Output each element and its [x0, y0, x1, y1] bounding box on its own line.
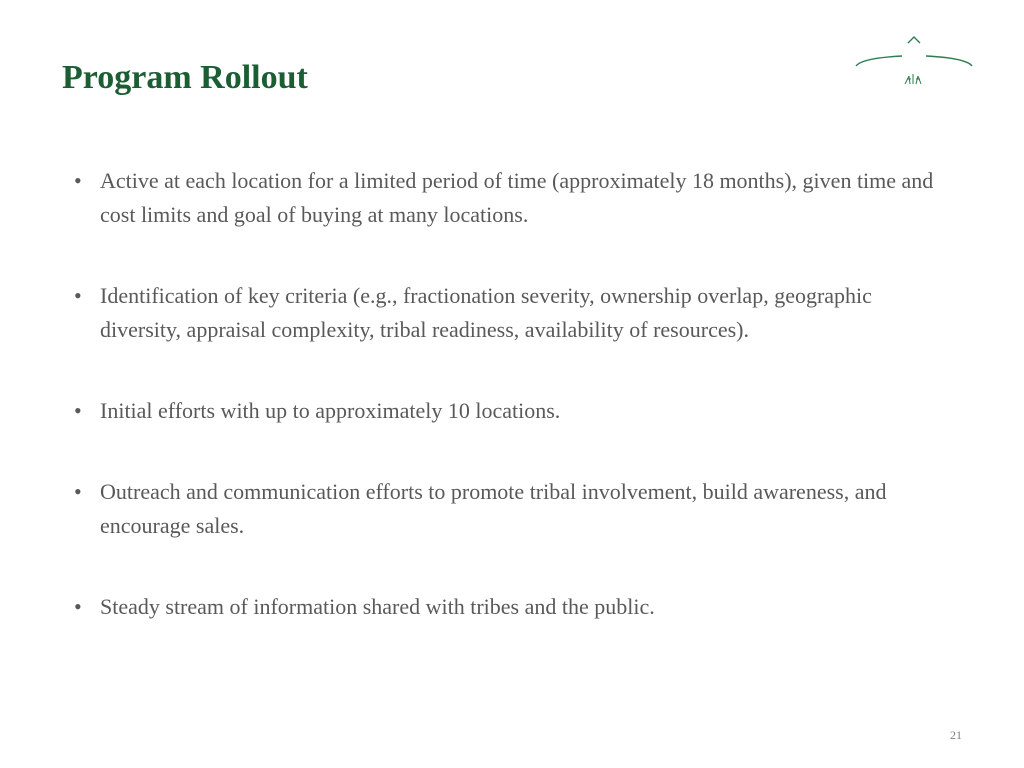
bullet-marker: • [74, 398, 82, 423]
slide-title: Program Rollout [62, 59, 308, 96]
bullet-item [74, 394, 954, 428]
bullet-item [74, 279, 954, 347]
bullet-marker: • [74, 283, 82, 308]
bullet-list [74, 164, 954, 671]
bullet-text: Outreach and communication efforts to promote tribal involvement, build awareness, and encourage sales. [100, 479, 887, 538]
page-number: 21 [950, 728, 962, 742]
bullet-marker: • [74, 479, 82, 504]
bullet-marker: • [74, 594, 82, 619]
bullet-text: Steady stream of information shared with tribes and the public. [100, 594, 655, 619]
bullet-marker: • [74, 168, 82, 193]
bullet-item [74, 590, 954, 624]
bullet-item [74, 164, 954, 232]
bullet-text: Identification of key criteria (e.g., fractionation severity, ownership overlap, geographic diversity, appraisal complexity, tribal readiness, availability of resources). [100, 283, 872, 342]
bullet-text: Initial efforts with up to approximately 10 locations. [100, 398, 561, 423]
department-seal-icon [852, 30, 976, 90]
bullet-item [74, 475, 954, 543]
bullet-text: Active at each location for a limited period of time (approximately 18 months), given time and cost limits and goal of buying at many locations. [100, 168, 934, 227]
